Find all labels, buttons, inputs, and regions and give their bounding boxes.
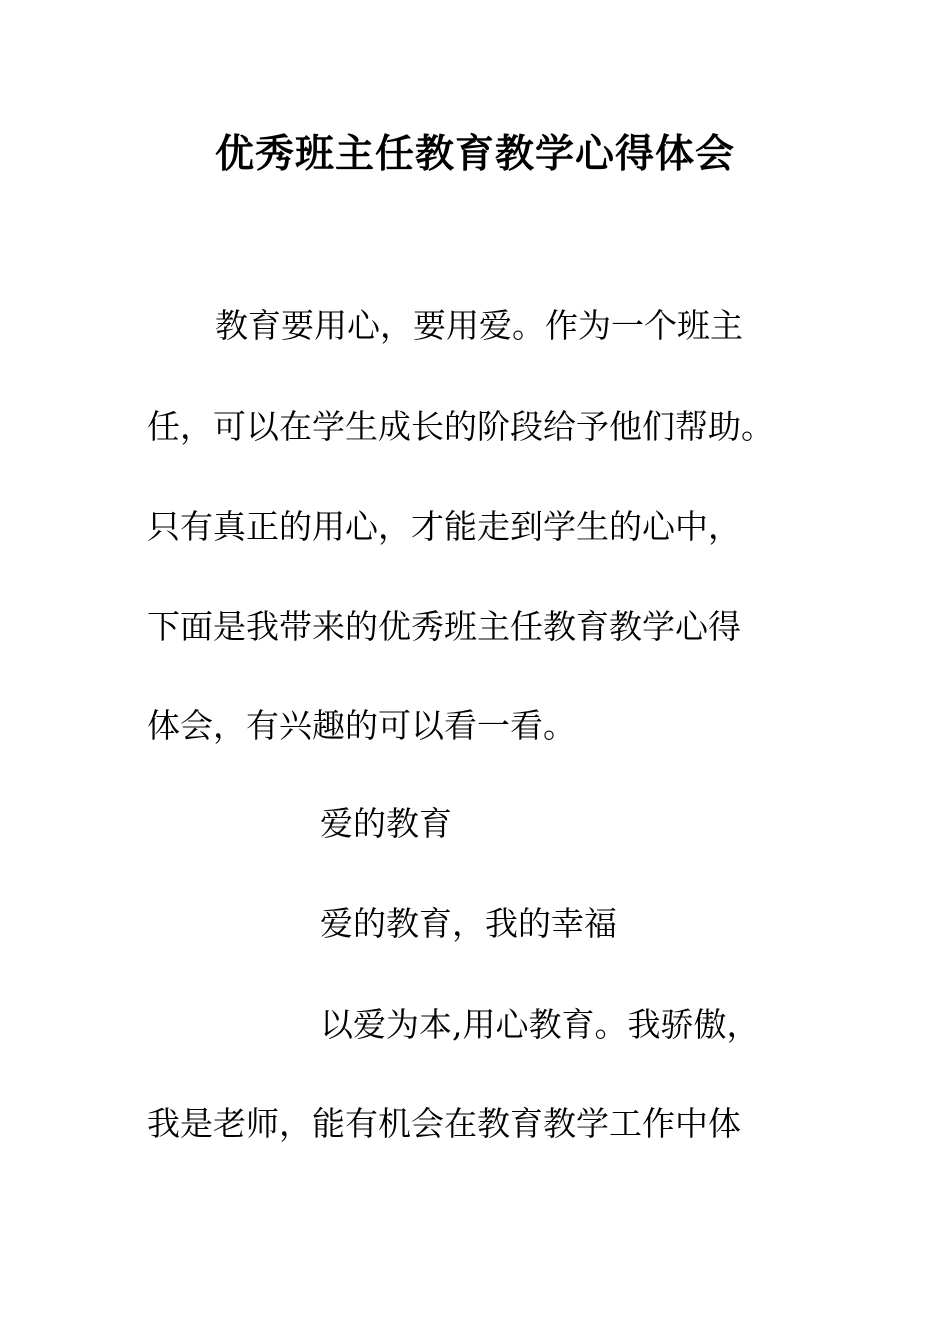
document-title: 优秀班主任教育教学心得体会 [214, 131, 735, 177]
paragraph-line: 任，可以在学生成长的阶段给予他们帮助。 [147, 407, 774, 446]
section-subheading: 爱的教育，我的幸福 [320, 904, 617, 943]
section-heading: 爱的教育 [320, 804, 452, 843]
paragraph-line: 体会，有兴趣的可以看一看。 [147, 706, 576, 745]
paragraph-line: 我是老师，能有机会在教育教学工作中体 [147, 1104, 741, 1143]
paragraph-line: 下面是我带来的优秀班主任教育教学心得 [147, 607, 741, 646]
paragraph-line: 只有真正的用心，才能走到学生的心中， [147, 507, 741, 546]
paragraph-line: 教育要用心，要用爱。作为一个班主 [215, 306, 743, 345]
paragraph-line: 以爱为本,用心教育。我骄傲， [320, 1005, 760, 1044]
